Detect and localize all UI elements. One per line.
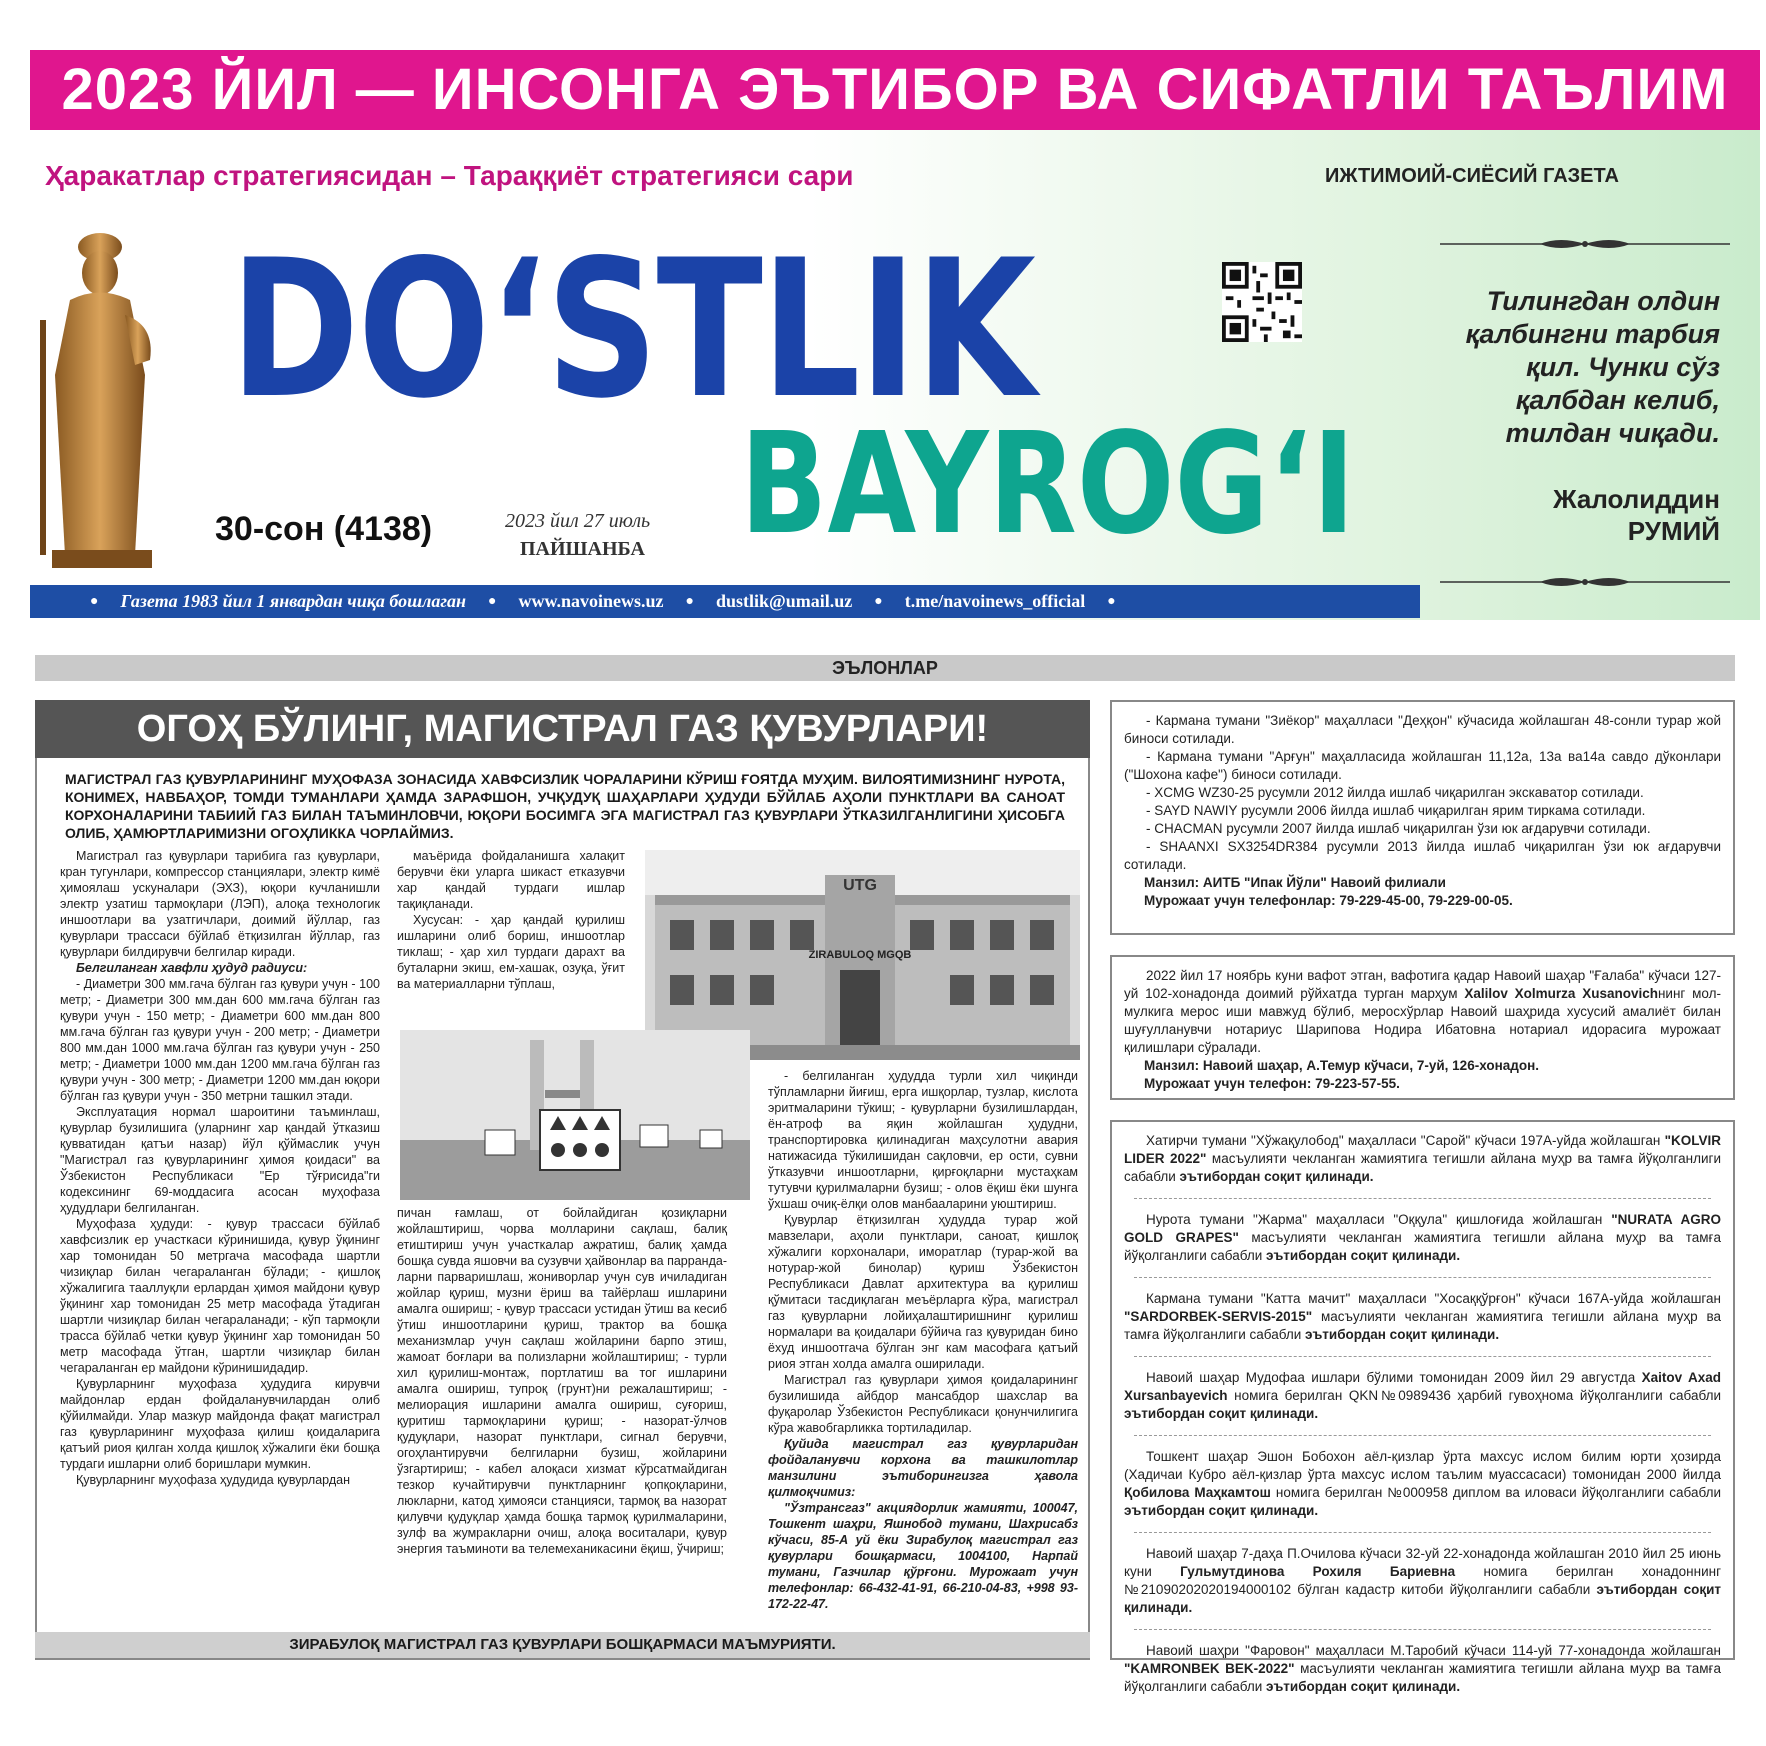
epigraph-author	[1420, 483, 1720, 547]
notice-text: Навоий шаҳар Мудофаа ишлари бўлими томонидан 2009 йил 29 августда	[1146, 1370, 1642, 1385]
ad-line: - CHACMAN русумли 2007 йилда ишлаб чиқарилган ўзи юк ағдарувчи сотилади.	[1146, 821, 1651, 836]
ornament-divider-bottom	[1440, 574, 1730, 590]
ad-line: - SAYD NAWIY русумли 2006 йилда ишлаб чиқарилган ярим тиркама сотилади.	[1146, 803, 1646, 818]
divider	[1134, 1277, 1711, 1278]
epigraph-quote: Тилингдан олдин қалбингни тарбия қил. Чунки сўз қалбдан келиб, тилдан чиқади.	[1465, 286, 1720, 448]
notice-text: номига берилган QKN№0989436 ҳарбий гувоҳнома йўқолганлиги сабабли	[1227, 1388, 1721, 1403]
building-photo	[645, 850, 1080, 1060]
ad-address: Манзил: АИТБ "Ипак Йўли" Навоий филиали	[1144, 875, 1446, 890]
newspaper-title-line2: BAYROG‘I	[740, 403, 1356, 566]
notice-text: номига берилган хонадоннинг №21090202020194000102 бўлган кадастр китоби йўқолганлиги сабабли	[1124, 1564, 1721, 1597]
year-banner: 2023 ЙИЛ — ИНСОНГА ЭЪТИБОР ВА СИФАТЛИ ТАЪЛИМ	[30, 50, 1760, 130]
divider	[1134, 1198, 1711, 1199]
paragraph: Магистрал газ қувурлари ҳимоя қоидаларининг бузилишида айбдор мансабдор шахслар ва фуқаролар Ўзбекистон Республикаси қонунчилигига кўра жавобгарликка тортиладилар.	[768, 1373, 1078, 1435]
lost-notice	[1124, 1211, 1721, 1265]
article-column-2-top	[397, 848, 625, 1028]
company-name: "KOLVIR LIDER 2022"	[1124, 1133, 1721, 1166]
issue-date: 2023 йил 27 июль	[505, 510, 651, 532]
paragraph: Қувурлар ётқизилган ҳудудда турар жой мавзелари, аҳоли пунктлари, саноат, қишлоқ хўжалиги корхоналари, иморатлар (турар-жой ва нотурар-жой бинолар) қуриш Ўзбекистон Республикаси Давлат архитектура ва қурилиш қўмитаси тасдиқлаган меъёрларга кўра, магистрал газ қувурларни лойиҳалаштиришнинг қурилиш нормалари ва қоидалари бўйича газ қувуридан бино ёхуд иншоотгача бўлган энг кам масофага қатъий риоя этган холда амалга оширилади.	[768, 1213, 1078, 1371]
invalid-text: эътибордан соқит қилинади.	[1266, 1248, 1461, 1263]
article-column-2-bottom	[397, 1205, 727, 1630]
paragraph: Қуйида магистрал газ қувурларидан фойдаланувчи корхона ва ташкилотлар манзилини эътиборингизга ҳавола қилмоқчимиз:	[768, 1437, 1078, 1499]
person-name: Қобилова Маҳкамтош	[1124, 1485, 1271, 1500]
pipeline-site-photo	[400, 1030, 750, 1200]
notice-text: Тошкент шаҳар Эшон Бобохон аёл-қизлар ўрта махсус ислом билим юрти ҳозирда (Хадичаи Кубро аёл-қизлар ўрта махсус ислом таълим муассасаси) томонидан 2000 йилда	[1124, 1449, 1721, 1482]
telegram-link[interactable]: t.me/navoinews_official	[904, 591, 1086, 611]
lost-notice	[1124, 1290, 1721, 1344]
bullet-icon: ●	[488, 593, 497, 609]
article-column-1	[60, 848, 380, 1628]
ad-line: - XCMG WZ30-25 русумли 2012 йилда ишлаб чиқарилган экскаватор сотилади.	[1146, 785, 1644, 800]
divider	[1134, 1356, 1711, 1357]
lost-notice	[1124, 1448, 1721, 1520]
company-name: "NURATA AGRO GOLD GRAPES"	[1124, 1212, 1721, 1245]
notice-text-a: 2022 йил 17 ноябрь куни вафот этган, вафотига қадар Навоий шаҳар "Ғалаба" кўчаси 127-уй 102-хонадонда доимий рўйхатда турган марҳум	[1124, 968, 1721, 1001]
tagline: Ҳаракатлар стратегиясидан – Тараққиёт стратегияси сари	[45, 160, 854, 191]
epigraph-author-first: Жалолиддин	[1553, 484, 1720, 514]
lost-notice	[1124, 1545, 1721, 1617]
section-title: ЭЪЛОНЛАР	[35, 655, 1735, 681]
divider	[1134, 1435, 1711, 1436]
notice-text: масъулияти чекланган жамиятига тегишли айлана муҳр ва тамға йўқолганлиги сабабли	[1124, 1151, 1721, 1184]
photo-sign-text: ZIRABULOQ MGQB	[808, 949, 912, 961]
bullet-icon: ●	[874, 593, 883, 609]
qr-code-icon	[1222, 262, 1302, 342]
divider	[1134, 1532, 1711, 1533]
notice-text: Кармана тумани "Катта мачит" маҳалласи "Хосаққўрғон" кўчаси 167А-уйда жойлашган	[1146, 1291, 1721, 1306]
epigraph-author-last: РУМИЙ	[1627, 516, 1720, 546]
paragraph: Қувурларнинг муҳофаза ҳудудига кирувчи майдонлар ердан фойдаланувчилардан олиб қўйилмайди. Улар мазкур майдонда фақат магистрал газ қувурларининг муҳофаза қилиш қоидаларига қатъий риоя қилган холда қишлоқ хўжалиги ёки бошқа турдаги ишларни олиб боришлари мумкин.	[60, 1377, 380, 1471]
notice-text: Навоий шаҳри "Фаровон" маҳалласи М.Таробий кўчаси 114-уй 77-хонадонда жойлашган	[1146, 1643, 1721, 1658]
newspaper-title-line1: DO‘STLIK	[230, 219, 1035, 440]
notice-text: номига берилган №000958 диплом ва иловаси йўқолганлиги сабабли	[1270, 1485, 1721, 1500]
paragraph: Магистрал газ қувурлари тарибига газ қувурлари, кран тугунлари, компрессор станциялари, электр кимё ҳимоялаш ускуналари (ЭХЗ), юқори кучланишли электр узатиш тармоқлари (ЛЭП), алоқа технологик иншоотлари ва узатгичлари, доимий йўллар, газ қувурлари трассаси бўйлаб ётқизилган йўллар, газ қувурлари билдирувчи белгилар киради.	[60, 849, 380, 959]
paragraph: - белгиланган ҳудудда турли хил чиқинди тўпламларни йиғиш, ерга ишқорлар, тузлар, кислота эритмаларини тўкиш; - қувурларни бузилишлардан, ён-атроф ва яқин жойлашган ҳудудни, транспортировка қилинадиган маҳсулотни авария натижасида тўкилишидан сақловчи, ер ости, сувни ўтказувчи иншоотларни, қирғоқларни мустаҳкам тутувчи қурилмаларни бузиш; - олов ёқиш ёки шунга ўхшаш очиқ-ёлқи олов манбааларини уюштириш.	[768, 1069, 1078, 1211]
article-footer: ЗИРАБУЛОҚ МАГИСТРАЛ ГАЗ ҚУВУРЛАРИ БОШҚАРМАСИ МАЪМУРИЯТИ.	[35, 1632, 1090, 1658]
notice-text: Навоий шаҳар 7-даҳа П.Очилова кўчаси 32-уй 22-хонадонда жойлашган 2010 йил 25 июнь куни	[1124, 1546, 1721, 1579]
person-name: Гульмутдинова Рохиля Бариевна	[1180, 1564, 1456, 1579]
invalid-text: эътибордан соқит қилинади.	[1124, 1406, 1319, 1421]
article-lead: МАГИСТРАЛ ГАЗ ҚУВУРЛАРИНИНГ МУҲОФАЗА ЗОНАСИДА ХАВФСИЗЛИК ЧОРАЛАРИНИ КЎРИШ ҒОЯТДА МУҲИМ. ВИЛОЯТИМИЗНИНГ НУРОТА, КОНИМЕХ, НАВБАҲОР, ТОМДИ ТУМАНЛАРИ ҲАМДА ЗАРАФШОН, УЧҚУДУҚ ШАҲАРЛАРИ ҲУДУДИ БЎЙЛАБ АҲОЛИ ПУНКТЛАРИ ВА САНОАТ КОРХОНАЛАРИНИ ТАБИИЙ ГАЗ БИЛАН ТАЪМИНЛОВЧИ, ЮҚОРИ БОСИМГА ЭГА МАГИСТРАЛ ГАЗ ҚУВУРЛАРИ ЎТКАЗИЛГАНЛИГИНИ ҲИСОБГА ОЛИБ, ҲАМЮРТЛАРИМИЗНИ ОГОҲЛИККА ЧОРЛАЙМИЗ.	[65, 771, 1065, 841]
email-link[interactable]: dustlik@umail.uz	[715, 591, 853, 611]
lost-notice	[1124, 1369, 1721, 1423]
divider	[1134, 1629, 1711, 1630]
bullet-icon: ●	[90, 593, 99, 609]
notice-address: Манзил: Навоий шаҳар, А.Темур кўчаси, 7-уй, 126-хонадон.	[1144, 1058, 1539, 1073]
photo-logo-text: UTG	[843, 877, 877, 894]
ad-line: - SHAANXI SX3254DR384 русумли 2013 йилда ишлаб чиқарилган ўзи юк ағдарувчи сотилади.	[1124, 839, 1721, 872]
statue-image	[30, 225, 180, 575]
notice-text: масъулияти чекланган жамиятига тегишли айлана муҳр ва тамға йўқолганлиги сабабли	[1124, 1309, 1721, 1342]
founded-text: Газета 1983 йил 1 январдан чиқа бошлаган	[120, 591, 466, 611]
invalid-text: эътибордан соқит қилинади.	[1124, 1503, 1319, 1518]
notice-text: Хатирчи тумани "Хўжақулобод" маҳалласи "Сарой" кўчаси 197А-уйда жойлашган	[1146, 1133, 1665, 1148]
website-link[interactable]: www.navoinews.uz	[518, 591, 664, 611]
paragraph: Эксплуатация нормал шароитини таъминлаш, қувурлар бузилишига (уларнинг хар қандай ўтказиш қувватидан қатъи назар) йўл қўймаслик учун "Магистрал газ қувурларининг ҳимоя қоидаси" ва Ўзбекистон Республикаси "Ер тўғрисида"ги кодексининг 69-моддасига асосан муҳофаза ҳудудлари белгиланган.	[60, 1105, 380, 1215]
paper-type: ИЖТИМОИЙ-СИЁСИЙ ГАЗЕТА	[1325, 165, 1619, 187]
lost-notice	[1124, 1132, 1721, 1186]
invalid-text: эътибордан соқит қилинади.	[1124, 1582, 1721, 1615]
subheading: Белгиланган хавфли ҳудуд радиуси:	[76, 961, 308, 975]
paragraph: Қувурларнинг муҳофаза ҳудудида қувурлардан	[76, 1473, 350, 1487]
bullet-icon: ●	[1107, 593, 1116, 609]
company-name: "KAMRONBEK BEK-2022"	[1124, 1661, 1295, 1676]
paragraph: маъёрида фойдаланишга халақит берувчи ёки уларга шикаст етказувчи хар қандай турдаги ишлар тақиқланади.	[397, 849, 625, 911]
classifieds-inheritance-box	[1110, 955, 1735, 1100]
article-headline: ОГОҲ БЎЛИНГ, МАГИСТРАЛ ГАЗ ҚУВУРЛАРИ!	[35, 700, 1090, 758]
notice-text: Нурота тумани "Жарма" маҳалласи "Оққула" қишлоғида жойлашган	[1146, 1212, 1612, 1227]
notice-text-b: нинг мол-мулкига мерос иши мавжуд бўлиб, меросхўрлар Навоий шаҳрида хусусий амалиёт билан шуғулланувчи нотариус Шарипова Нодира Ибатовна нотариал идорасига мурожаат қилишлари сўралади.	[1124, 986, 1721, 1055]
info-bar	[30, 585, 1420, 618]
paragraph: - Диаметри 300 мм.гача бўлган газ қувури учун - 100 метр; - Диаметри 300 мм.дан 600 мм.гача бўлган газ қувури учун - 150 метр; - Диаметри 600 мм.дан 800 мм.гача бўлган газ қувури учун - 200 метр; - Диаметри 800 мм.дан 1000 мм.гача бўлган газ қувури учун - 250 метр; - Диаметри 1000 мм.дан 1200 мм.гача бўлган газ қувури учун - 300 метр; - Диаметри 1200 мм.дан юқори бўлган газ қувури учун - 350 метрни ташкил этади.	[60, 977, 380, 1103]
contact-paragraph: "Ўзтрансгаз" акциядорлик жамияти, 100047, Тошкент шаҳри, Яшнобод тумани, Шахрисабз кўчаси, 85-А уй ёки Зирабулоқ магистрал газ қувурлари бошқармаси, 1004100, Нарпай тумани, Газчилар қўрғони. Мурожаат учун телефонлар: 66-432-41-91, 66-210-04-83, +998 93-172-22-47.	[768, 1501, 1078, 1611]
lost-notice	[1124, 1642, 1721, 1696]
article-column-3	[768, 1068, 1078, 1628]
notice-text	[1124, 967, 1721, 1057]
classifieds-sale-box	[1110, 700, 1735, 935]
paragraph: пичан ғамлаш, от бойлайдиган қозиқларни жойлаштириш, чорва молларини сақлаш, балиқ етиштириш учун участкалар ажратиш, балиқ ҳамда бошқа сувда яшовчи ва сузувчи ҳайвонлар ва паррандаларни парваришлаш, жониворлар учун сув ичиладиган жойлар қуриш, музни ёриш ва тайёрлаш ишларини амалга ошириш; - қувур трассаси устидан ўтиш ва кесиб ўтиш иншоотларини қуриш, трактор ва бошқа механизмлар учун сақлаш жойларини барпо этиш, жамоат боғлари ва полизларни жойлаштириш; - турли хил қурилиш-монтаж, портлатиш ва тог ишларини амалга ошириш, тупроқ (грунт)ни режалаштириш; - мелиорация ишларини амалга ошириш, суғориш, қуритиш тармоқларини қуриш; - назорат-ўлчов қудуқлари, назорат пунктлари, сигнал берувчи, огоҳлантирувчи белгиларни бузиш, жойларини ўзгартириш; - кабел алоқаси хизмат кўрсатмайдиган тезкор кучайтирувчи пунктларнинг қопқоқларини, люкларни, катод ҳимояси станцияси, тармоқ ва назорат қилувчи қудуқлар ҳамда бошқа тармоқ қурилмаларини, зулф ва жумракларни очиш, алоқа воситалари, қувур энергия таъминоти ва телемеханикасини ёқиш, ўчириш;	[397, 1206, 727, 1556]
ad-line: - Кармана тумани "Зиёкор" маҳалласи "Деҳқон" кўчасида жойлашган 48-сонли турар жой биноси сотилади.	[1124, 713, 1721, 746]
ad-phones: Мурожаат учун телефонлар: 79-229-45-00, 79-229-00-05.	[1144, 893, 1513, 908]
ad-line: - Кармана тумани "Арғун" маҳалласида жойлашган 11,12а, 13а ва14а савдо дўконлари ("Шохона кафе") биноси сотилади.	[1124, 749, 1721, 782]
ornament-divider-top	[1440, 236, 1730, 252]
notice-phone: Мурожаат учун телефон: 79-223-57-55.	[1144, 1076, 1400, 1091]
invalid-text: эътибордан соқит қилинади.	[1179, 1169, 1374, 1184]
issue-number: 30-сон (4138)	[215, 510, 433, 548]
notice-text: масъулияти чекланган жамиятига тегишли айлана муҳр ва тамға йўқолганлиги сабабли	[1124, 1661, 1721, 1694]
bullet-icon: ●	[685, 593, 694, 609]
company-name: "SARDORBEK-SERVIS-2015"	[1124, 1309, 1313, 1324]
invalid-text: эътибордан соқит қилинади.	[1305, 1327, 1500, 1342]
person-name: Xaitov Axad Xursanbayevich	[1124, 1370, 1721, 1403]
deceased-name: Xalilov Xolmurza Xusanovich	[1464, 986, 1658, 1001]
notice-text: масъулияти чекланган жамиятига тегишли айлана муҳр ва тамға йўқолганлиги сабабли	[1124, 1230, 1721, 1263]
classifieds-lost-items-box	[1110, 1120, 1735, 1694]
paragraph: Муҳофаза ҳудуди: - қувур трассаси бўйлаб хавфсизлик ер участкаси кўринишида, қувур ўқининг хар томонидан 50 метргача масофада шартли чизиқлар билан чегараланган бўлади; - қишлоқ хўжалигига тааллуқли ерлардан ҳимоя майдони қувур ўқининг хар томонидан 25 метр масофада ўтадиган шартли чизиқлар билан чегараланади; - кўп тармоқли трасса бўйлаб четки қувур ўқининг хар томонидан 50 метр масофада ўтган, шартли чизиқлар билан чегараланган ер майдони кўринишидадир.	[60, 1217, 380, 1375]
issue-weekday: ПАЙШАНБА	[520, 538, 645, 560]
paragraph: Хусусан: - ҳар қандай қурилиш ишларини олиб бориш, иншоотлар тиклаш; - ҳар хил турдаги дарахт ва буталарни экиш, ем-хашак, озуқа, ўғит ва материалларни тўплаш,	[397, 913, 625, 991]
invalid-text: эътибордан соқит қилинади.	[1266, 1679, 1461, 1694]
